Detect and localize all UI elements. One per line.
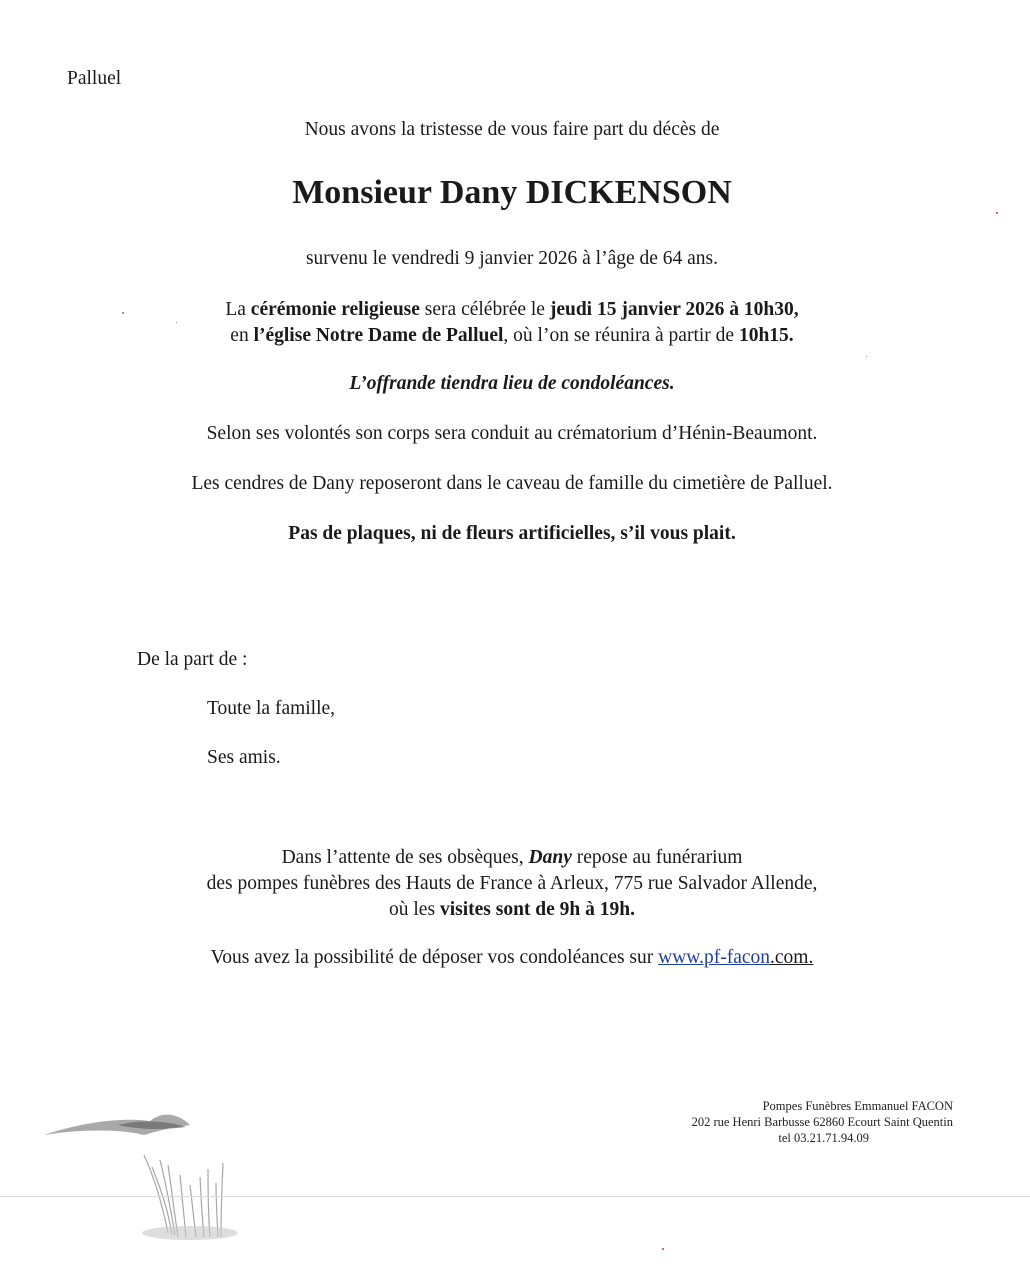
bird-grass-illustration bbox=[40, 1105, 290, 1245]
funeral-home-text: repose au funérarium bbox=[571, 847, 743, 868]
ceremony-text: sera célébrée le bbox=[419, 299, 550, 320]
scan-speck bbox=[996, 212, 998, 214]
funeral-home-line-1 bbox=[0, 845, 1024, 871]
deceased-name: Monsieur Dany DICKENSON bbox=[292, 174, 732, 211]
condolences-website-link[interactable]: www.pf-facon bbox=[658, 947, 771, 968]
from-family: Toute la famille, bbox=[207, 698, 336, 719]
location-label: Palluel bbox=[67, 68, 122, 89]
cremation-note: Selon ses volontés son corps sera conduit au crématorium d’Hénin-Beaumont. bbox=[206, 423, 818, 444]
death-line: survenu le vendredi 9 janvier 2026 à l’âge de 64 ans. bbox=[305, 248, 719, 269]
no-flowers-note: Pas de plaques, ni de fleurs artificielles, s’il vous plait. bbox=[288, 523, 736, 544]
funeral-director-name: Pompes Funèbres Emmanuel FACON bbox=[762, 1099, 953, 1113]
condolences-website-suffix[interactable]: .com. bbox=[770, 947, 814, 968]
from-friends: Ses amis. bbox=[207, 747, 281, 768]
deceased-first-name: Dany bbox=[528, 847, 572, 868]
funeral-home-line-2: des pompes funèbres des Hauts de France à Arleux, 775 rue Salvador Allende, bbox=[206, 873, 818, 894]
scan-speck bbox=[122, 312, 124, 314]
offering-note: L’offrande tiendra lieu de condoléances. bbox=[349, 373, 675, 394]
visiting-hours: visites sont de 9h à 19h. bbox=[439, 899, 635, 920]
ceremony-text: La bbox=[225, 299, 251, 320]
scan-speck bbox=[662, 1248, 664, 1250]
funeral-home-text: où les bbox=[389, 899, 440, 920]
grass-shadow bbox=[142, 1226, 238, 1240]
ceremony-line-1 bbox=[0, 297, 1024, 323]
scan-speck bbox=[866, 356, 867, 357]
ceremony-type: cérémonie religieuse bbox=[250, 299, 420, 320]
condolences-text: Vous avez la possibilité de déposer vos condoléances sur bbox=[210, 947, 659, 968]
ceremony-date: jeudi 15 janvier 2026 à 10h30, bbox=[549, 299, 799, 320]
ceremony-place: l’église Notre Dame de Palluel bbox=[253, 325, 504, 346]
ceremony-line-2 bbox=[0, 323, 1024, 349]
funeral-home-line-3 bbox=[0, 897, 1024, 923]
scan-speck bbox=[176, 322, 177, 323]
from-label: De la part de : bbox=[137, 649, 248, 670]
ceremony-text: en bbox=[230, 325, 254, 346]
ceremony-text: , où l’on se réunira à partir de bbox=[503, 325, 739, 346]
ashes-note: Les cendres de Dany reposeront dans le caveau de famille du cimetière de Palluel. bbox=[191, 473, 833, 494]
condolences-line bbox=[0, 945, 1024, 971]
gathering-time: 10h15. bbox=[738, 325, 794, 346]
funeral-director-phone: tel 03.21.71.94.09 bbox=[778, 1131, 869, 1145]
funeral-director-address: 202 rue Henri Barbusse 62860 Ecourt Saint Quentin bbox=[691, 1115, 953, 1129]
intro-text: Nous avons la tristesse de vous faire part du décès de bbox=[304, 119, 720, 140]
footer-divider bbox=[0, 1196, 1030, 1197]
funeral-home-text: Dans l’attente de ses obsèques, bbox=[281, 847, 529, 868]
